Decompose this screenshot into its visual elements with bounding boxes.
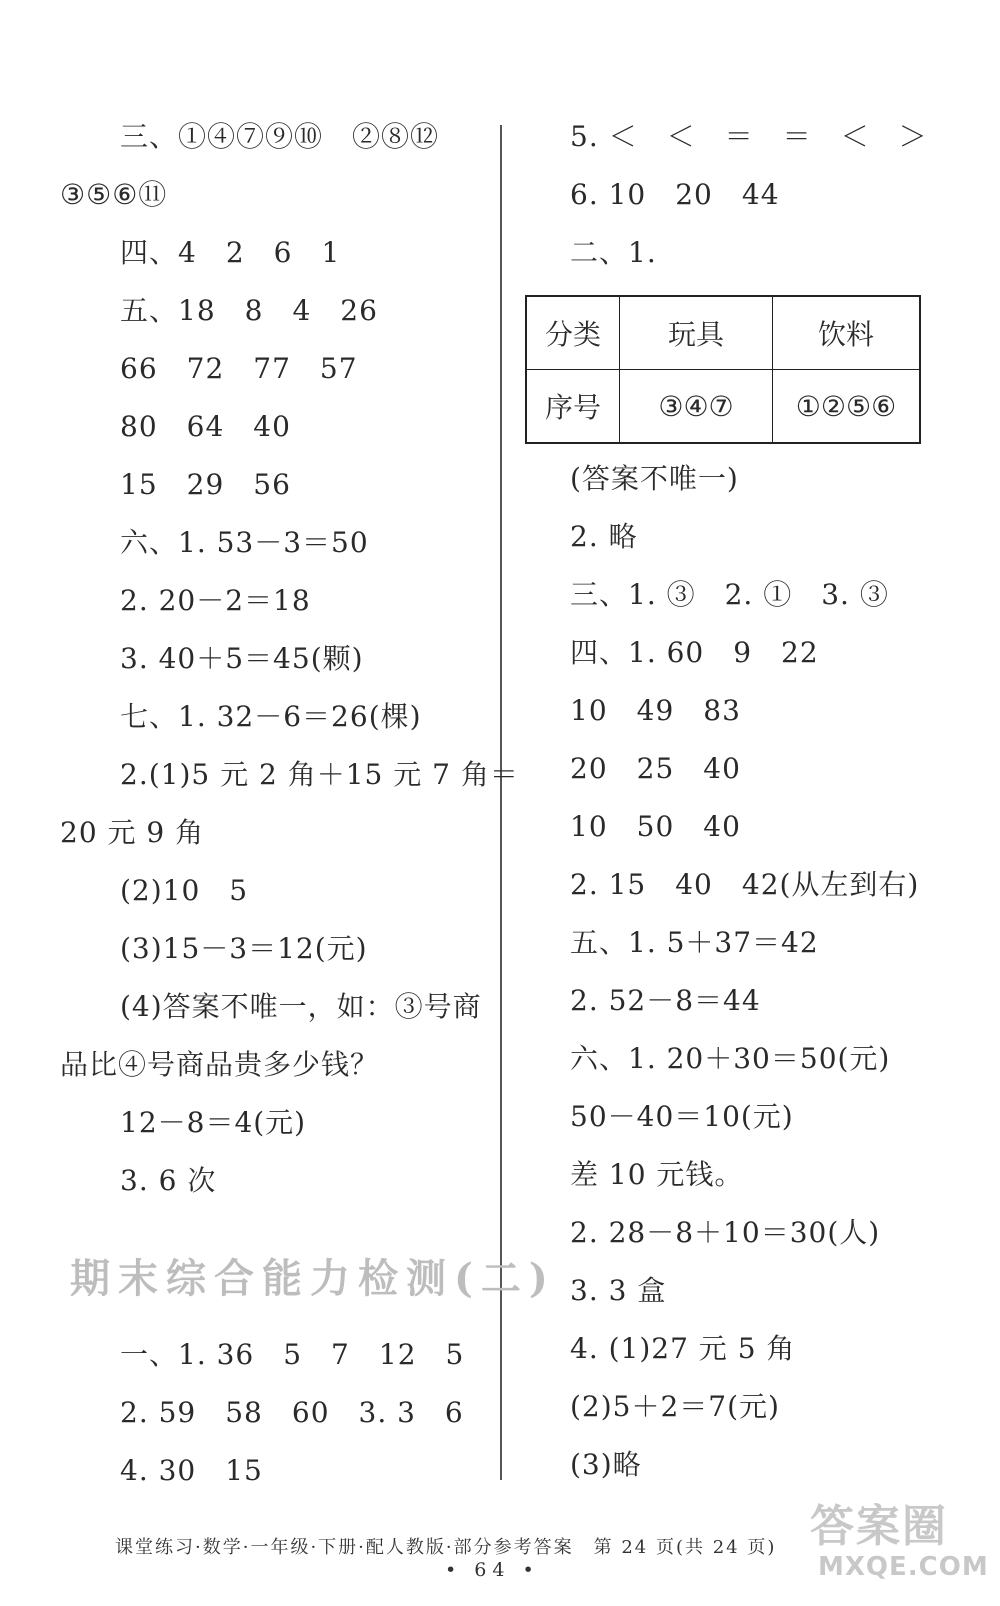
answer-line: 5. ＜ ＜ ＝ ＝ ＜ ＞ xyxy=(570,120,928,153)
answer-line: 2. 略 xyxy=(570,520,638,553)
answer-line: 20 25 40 xyxy=(570,752,741,785)
table-cell: ①②⑤⑥ xyxy=(773,370,921,444)
answer-line: 2. 20－2＝18 xyxy=(120,584,311,617)
answer-line: 15 29 56 xyxy=(120,468,291,501)
section-title: 期末综合能力检测(二) xyxy=(70,1255,556,1302)
table-cell: ③④⑦ xyxy=(620,370,773,444)
answer-line: 六、1. 53－3＝50 xyxy=(120,526,369,559)
answer-line: (3)15－3＝12(元) xyxy=(120,932,368,965)
answer-line: (2)5＋2＝7(元) xyxy=(570,1390,780,1423)
answer-line: 2. 59 58 60 3. 3 6 xyxy=(120,1396,464,1429)
answer-line: 4. (1)27 元 5 角 xyxy=(570,1332,796,1365)
answer-line: 差 10 元钱。 xyxy=(570,1158,744,1191)
answer-line: 50－40＝10(元) xyxy=(570,1100,794,1133)
answer-line: 10 50 40 xyxy=(570,810,741,843)
table-cell: 分类 xyxy=(526,296,620,370)
answer-line: 10 49 83 xyxy=(570,694,741,727)
answer-line: 20 元 9 角 xyxy=(60,816,205,849)
answer-line: 2. 28－8＋10＝30(人) xyxy=(570,1216,881,1249)
answer-line: 80 64 40 xyxy=(120,410,291,443)
answer-line: 二、1. xyxy=(570,236,657,269)
answer-line: 一、1. 36 5 7 12 5 xyxy=(120,1338,465,1371)
answer-line: 六、1. 20＋30＝50(元) xyxy=(570,1042,891,1075)
answer-line: 七、1. 32－6＝26(棵) xyxy=(120,700,422,733)
table-row xyxy=(526,296,920,370)
answer-line: 五、18 8 4 26 xyxy=(120,294,378,327)
watermark-brand: 答案圈 xyxy=(810,1501,948,1552)
footer-info: 课堂练习·数学·一年级·下册·配人教版·部分参考答案 第 24 页(共 24 页) xyxy=(115,1537,777,1558)
answer-line: 三、1. ③ 2. ① 3. ③ xyxy=(570,578,889,611)
answer-line: (4)答案不唯一，如：③号商 xyxy=(120,990,482,1023)
answer-line: 3. 6 次 xyxy=(120,1164,217,1197)
watermark-logo xyxy=(790,1490,989,1590)
answer-line: (答案不唯一) xyxy=(570,462,739,495)
table-cell: 玩具 xyxy=(620,296,773,370)
classification-table xyxy=(525,295,921,444)
answer-line: 6. 10 20 44 xyxy=(570,178,780,211)
answer-line: ③⑤⑥⑪ xyxy=(60,178,168,211)
table-row xyxy=(526,370,920,444)
table-cell: 饮料 xyxy=(773,296,921,370)
answer-line: 三、①④⑦⑨⑩ ②⑧⑫ xyxy=(120,120,440,153)
answer-line: 品比④号商品贵多少钱？ xyxy=(60,1048,380,1081)
answer-line: 3. 3 盒 xyxy=(570,1274,667,1307)
answer-line: 四、4 2 6 1 xyxy=(120,236,341,269)
answer-line: (3)略 xyxy=(570,1448,642,1481)
answer-line: 4. 30 15 xyxy=(120,1454,263,1487)
answer-line: 66 72 77 57 xyxy=(120,352,358,385)
answer-line: 2.(1)5 元 2 角＋15 元 7 角＝ xyxy=(120,758,519,791)
answer-line: 2. 52－8＝44 xyxy=(570,984,761,1017)
answer-line: 五、1. 5＋37＝42 xyxy=(570,926,819,959)
answer-line: 12－8＝4(元) xyxy=(120,1106,307,1139)
answer-line: 3. 40＋5＝45(颗) xyxy=(120,642,364,675)
page-number: • 64 • xyxy=(445,1559,540,1581)
answer-line: 四、1. 60 9 22 xyxy=(570,636,819,669)
answer-line: 2. 15 40 42(从左到右) xyxy=(570,868,920,901)
table-cell: 序号 xyxy=(526,370,620,444)
answer-line: (2)10 5 xyxy=(120,874,249,907)
watermark-url: MXQE.COM xyxy=(818,1552,989,1582)
